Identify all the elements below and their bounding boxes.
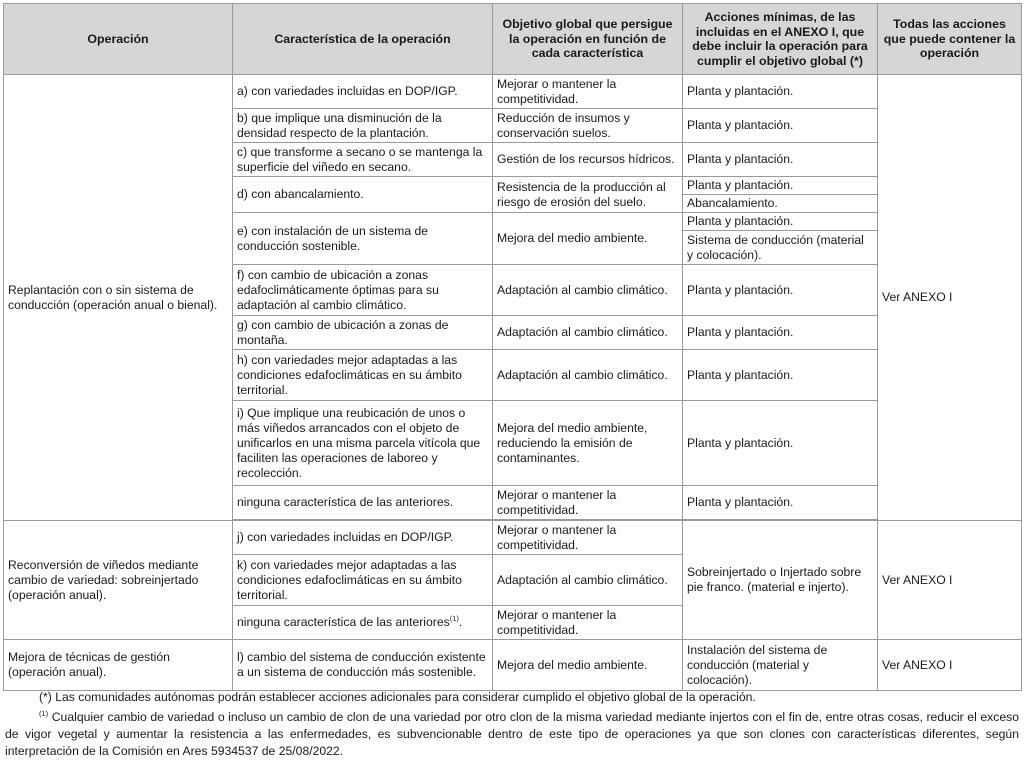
op1-d-acciones-1: Planta y plantación.	[683, 177, 878, 195]
op1-e-caracteristica: e) con instalación de un sistema de conducción sostenible.	[233, 213, 493, 265]
header-todas-acciones: Todas las acciones que puede contener la operación	[878, 4, 1022, 75]
op1-ninguna-caracteristica: ninguna característica de las anteriores.	[233, 486, 493, 520]
op3-name: Mejora de técnicas de gestión (operación anual).	[4, 640, 233, 691]
op2-acciones: Sobreinjertado o Injertado sobre pie franco. (material e injerto).	[683, 521, 878, 640]
op1-h-caracteristica: h) con variedades mejor adaptadas a las condiciones edafoclimáticas en su ámbito territorial.	[233, 350, 493, 401]
op1-i-objetivo: Mejora del medio ambiente, reduciendo la emisión de contaminantes.	[493, 401, 683, 486]
op1-ninguna-objetivo: Mejorar o mantener la competitividad.	[493, 486, 683, 520]
header-row	[4, 4, 1022, 75]
op1-c-acciones: Planta y plantación.	[683, 143, 878, 177]
op1-e-acciones-2: Sistema de conducción (material y colocación).	[683, 231, 878, 265]
footnote-text-1: Cualquier cambio de variedad o incluso un cambio de clon de una variedad por otro clon de la misma variedad mediante injertos con el fin de, entre otras cosas, reducir el exceso de vigor vegetal y aumentar la resistencia a las enfermedades, es subvencionable dentro de este tipo de operaciones ya que son clones con características diferentes, según interpretación de la Comisión en Ares 5934537 de 25/08/2022.	[5, 710, 1019, 758]
op3-ver-anexo: Ver ANEXO I	[878, 640, 1022, 691]
footnotes	[5, 689, 1019, 760]
op1-h-objetivo: Adaptación al cambio climático.	[493, 350, 683, 401]
op1-a-acciones: Planta y plantación.	[683, 75, 878, 109]
op3-l-objetivo: Mejora del medio ambiente.	[493, 640, 683, 691]
op1-b-objetivo: Reducción de insumos y conservación suelos.	[493, 109, 683, 143]
op1-i-acciones: Planta y plantación.	[683, 401, 878, 486]
note-asterisk: (*) Las comunidades autónomas podrán establecer acciones adicionales para considerar cumplido el objetivo global de la operación.	[39, 690, 756, 704]
op1-h-acciones: Planta y plantación.	[683, 350, 878, 401]
op3-l-acciones: Instalación del sistema de conducción (material y colocación).	[683, 640, 878, 691]
op1-g-acciones: Planta y plantación.	[683, 316, 878, 350]
header-operacion: Operación	[4, 4, 233, 75]
op1-a-caracteristica: a) con variedades incluidas en DOP/IGP.	[233, 75, 493, 109]
op1-d-acciones-2: Abancalamiento.	[683, 195, 878, 213]
header-caracteristica: Característica de la operación	[233, 4, 493, 75]
op2-j-caracteristica: j) con variedades incluidas en DOP/IGP.	[233, 521, 493, 555]
op1-f-caracteristica: f) con cambio de ubicación a zonas edafoclimáticamente óptimas para su adaptación al cambio climático.	[233, 265, 493, 316]
header-acciones-minimas: Acciones mínimas, de las incluidas en el ANEXO I, que debe incluir la operación para cumplir el objetivo global (*)	[683, 4, 878, 75]
op1-b-caracteristica: b) que implique una disminución de la densidad respecto de la plantación.	[233, 109, 493, 143]
footnote-mark-1: (1)	[39, 708, 49, 718]
op1-d-caracteristica: d) con abancalamiento.	[233, 177, 493, 213]
table-row	[4, 75, 1022, 109]
op1-f-objetivo: Adaptación al cambio climático.	[493, 265, 683, 316]
op1-c-caracteristica: c) que transforme a secano o se mantenga la superficie del viñedo en secano.	[233, 143, 493, 177]
note-footnote-1	[5, 709, 1019, 760]
op2-k-objetivo: Adaptación al cambio climático.	[493, 555, 683, 606]
op1-c-objetivo: Gestión de los recursos hídricos.	[493, 143, 683, 177]
table-row	[4, 640, 1022, 691]
op1-e-objetivo: Mejora del medio ambiente.	[493, 213, 683, 265]
operations-table	[3, 3, 1022, 691]
op1-name: Replantación con o sin sistema de conducción (operación anual o bienal).	[4, 75, 233, 521]
op2-ninguna-text: ninguna característica de las anteriores	[237, 615, 450, 629]
op2-ninguna-caracteristica	[233, 606, 493, 640]
op1-g-objetivo: Adaptación al cambio climático.	[493, 316, 683, 350]
op1-f-acciones: Planta y plantación.	[683, 265, 878, 316]
op1-d-objetivo: Resistencia de la producción al riesgo de erosión del suelo.	[493, 177, 683, 213]
op2-j-objetivo: Mejorar o mantener la competitividad.	[493, 521, 683, 555]
op2-name: Reconversión de viñedos mediante cambio de variedad: sobreinjertado (operación anual).	[4, 521, 233, 640]
op1-ninguna-acciones: Planta y plantación.	[683, 486, 878, 520]
op1-ver-anexo: Ver ANEXO I	[878, 75, 1022, 521]
op1-g-caracteristica: g) con cambio de ubicación a zonas de montaña.	[233, 316, 493, 350]
op1-i-caracteristica: i) Que implique una reubicación de unos o más viñedos arrancados con el objeto de unificarlos en una misma parcela vitícola que faciliten las operaciones de laboreo y recolección.	[233, 401, 493, 486]
table-row	[4, 521, 1022, 555]
op1-e-acciones-1: Planta y plantación.	[683, 213, 878, 231]
op3-l-caracteristica: l) cambio del sistema de conducción existente a un sistema de conducción más sostenible.	[233, 640, 493, 691]
op1-a-objetivo: Mejorar o mantener la competitividad.	[493, 75, 683, 109]
op2-ninguna-objetivo: Mejorar o mantener la competitividad.	[493, 606, 683, 640]
footnote-ref-1: (1)	[449, 613, 459, 623]
op2-ninguna-end: .	[458, 615, 463, 629]
op1-b-acciones: Planta y plantación.	[683, 109, 878, 143]
header-objetivo: Objetivo global que persigue la operación en función de cada característica	[493, 4, 683, 75]
op2-k-caracteristica: k) con variedades mejor adaptadas a las condiciones edafoclimáticas en su ámbito territorial.	[233, 555, 493, 606]
op2-ver-anexo: Ver ANEXO I	[878, 521, 1022, 640]
